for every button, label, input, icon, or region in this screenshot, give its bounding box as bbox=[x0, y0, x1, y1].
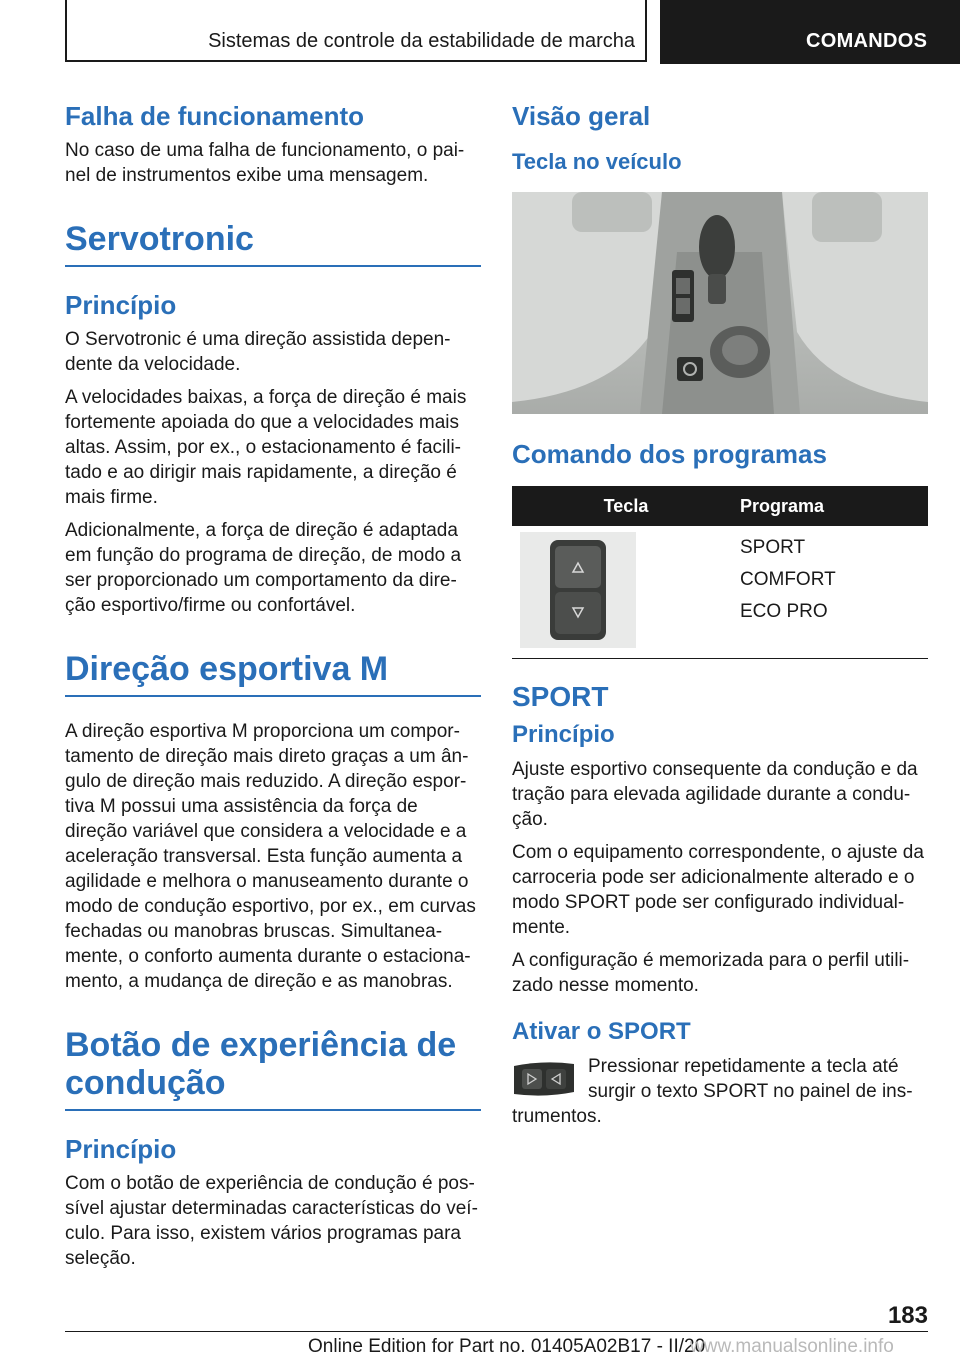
heading-visao-geral: Visão geral bbox=[512, 101, 651, 131]
console-illustration-icon bbox=[512, 192, 928, 414]
program-comfort: COMFORT bbox=[740, 569, 836, 590]
paragraph-sport-3: A configuração é memorizada para o perfil utili‐zado nesse momento. bbox=[512, 950, 910, 996]
paragraph-ativar-sport: Pressionar repetidamente a tecla até surgir o texto SPORT no painel de ins‐trumentos. bbox=[512, 1056, 913, 1127]
heading-falha: Falha de funcionamento bbox=[65, 101, 365, 131]
heading-ativar-sport: Ativar o SPORT bbox=[512, 1018, 691, 1045]
paragraph-servotronic-1: O Servotronic é uma direção assistida depen‐dente da velocidade. bbox=[65, 329, 451, 375]
heading-tecla-veiculo: Tecla no veículo bbox=[512, 149, 682, 174]
paragraph-sport-2: Com o equipamento correspondente, o ajuste da carroceria pode ser adicionalmente alterado e o modo SPORT pode ser configurado individual‐mente. bbox=[512, 842, 924, 938]
chapter-tab bbox=[660, 0, 960, 64]
paragraph-servotronic-2: A velocidades baixas, a força de direção é mais fortemente apoiada do que a velocidades mais altas. Assim, por ex., o estacionamento é facili‐tado e ao dirigir mais rapidamente, a direção é mais firme. bbox=[65, 387, 467, 508]
rocker-switch-icon bbox=[520, 532, 636, 648]
footer-edition: Online Edition for Part no. 01405A02B17 - II/20 bbox=[308, 1336, 706, 1357]
page-number: 183 bbox=[887, 1302, 928, 1329]
rocker-switch-image bbox=[520, 532, 636, 648]
program-eco-pro: ECO PRO bbox=[740, 601, 828, 622]
heading-botao-experiencia: Botão de experiência de condução bbox=[65, 1026, 481, 1111]
section-header-box bbox=[65, 0, 647, 62]
heading-servotronic: Servotronic bbox=[65, 220, 481, 267]
heading-direcao-esportiva: Direção esportiva M bbox=[65, 650, 481, 697]
chapter-title: COMANDOS bbox=[806, 30, 928, 52]
cell-tecla bbox=[512, 526, 730, 659]
column-header-programa: Programa bbox=[730, 486, 928, 526]
paragraph-servotronic-3: Adicionalmente, a força de direção é adaptada em função do programa de direção, de modo a ser proporcionado um comportamento da dire‐ção esportivo/firme ou confortável. bbox=[65, 520, 462, 616]
paragraph-falha: No caso de uma falha de funcionamento, o pai‐nel de instrumentos exibe uma mensagem. bbox=[65, 140, 465, 186]
section-title: Sistemas de controle da estabilidade de marcha bbox=[208, 30, 635, 52]
paragraph-sport-1: Ajuste esportivo consequente da condução e da tração para elevada agilidade durante a condu‐ção. bbox=[512, 759, 918, 830]
programs-table bbox=[512, 486, 928, 659]
table-header-row bbox=[512, 486, 928, 526]
ativar-block bbox=[512, 1054, 928, 1129]
heading-comando-programas: Comando dos programas bbox=[512, 439, 827, 469]
left-column bbox=[65, 100, 481, 1279]
rocker-switch-side-icon bbox=[512, 1060, 576, 1098]
vehicle-console-photo bbox=[512, 192, 928, 414]
page-header bbox=[0, 0, 960, 66]
right-column bbox=[512, 100, 928, 1137]
watermark: www.manualsonline.info bbox=[690, 1336, 894, 1357]
heading-principio-servotronic: Princípio bbox=[65, 290, 177, 320]
heading-principio-sport: Princípio bbox=[512, 721, 615, 748]
heading-sport: SPORT bbox=[512, 681, 609, 712]
program-sport: SPORT bbox=[740, 537, 806, 558]
footer-divider bbox=[65, 1331, 928, 1332]
table-row bbox=[512, 526, 928, 659]
cell-programa bbox=[730, 526, 928, 659]
column-header-tecla: Tecla bbox=[512, 486, 730, 526]
heading-principio-botao: Princípio bbox=[65, 1134, 177, 1164]
paragraph-botao: Com o botão de experiência de condução é pos‐sível ajustar determinadas características do veí‐culo. Para isso, existem vários programas para seleção. bbox=[65, 1173, 478, 1269]
paragraph-direcao-esportiva: A direção esportiva M proporciona um compor‐tamento de direção mais direto graças a um ân‐gulo de direção mais reduzido. A direção espor‐tiva M possui uma assistência da força de direção variável que considera a velocidade e a aceleração transversal. Esta função aumenta a agilidade e melhora o manuseamento durante o modo de condução esportivo, por ex., em curvas fechadas ou manobras bruscas. Simultanea‐mente, o conforto aumenta durante o estaciona‐mento, a mudança de direção e as manobras. bbox=[65, 721, 476, 992]
